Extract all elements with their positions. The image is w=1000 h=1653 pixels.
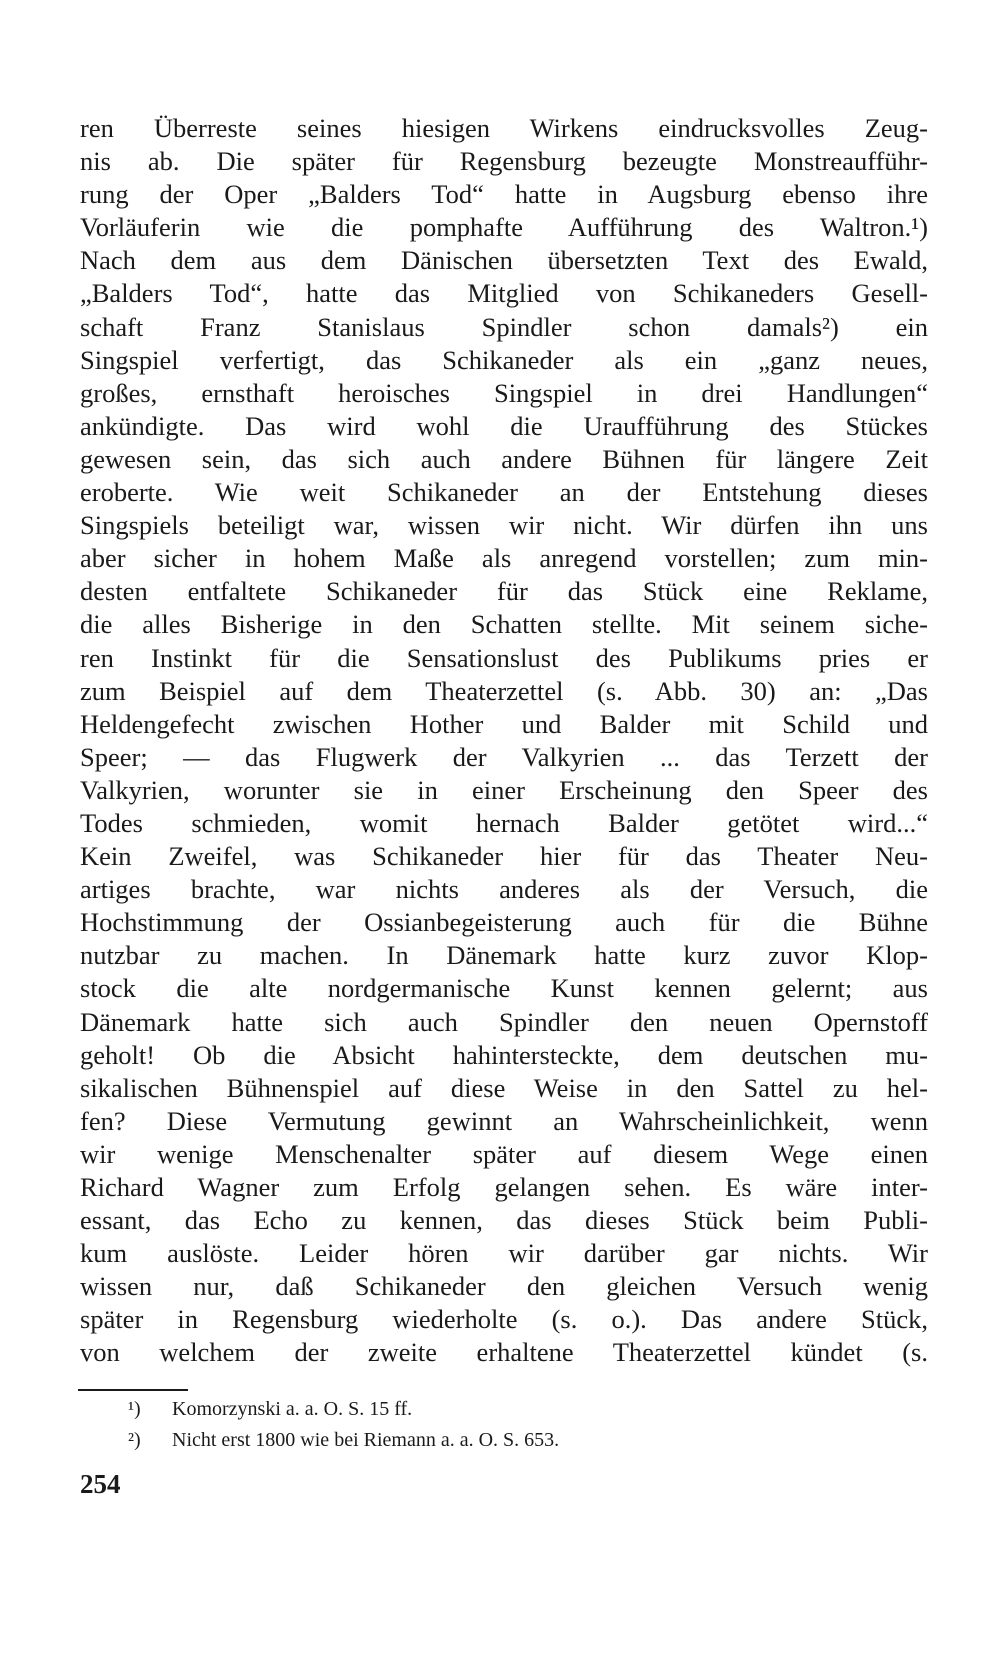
text-line: desten entfaltete Schikaneder für das Stück eine Reklame, <box>80 576 928 607</box>
text-line: Kein Zweifel, was Schikaneder hier für das Theater Neu- <box>80 841 928 872</box>
text-line: Nach dem aus dem Dänischen übersetzten Text des Ewald, <box>80 245 928 276</box>
text-line: zum Beispiel auf dem Theaterzettel (s. Abb. 30) an: „Das <box>80 675 928 706</box>
text-line: Dänemark hatte sich auch Spindler den neuen Opernstoff <box>80 1006 928 1037</box>
text-line: von welchem der zweite erhaltene Theaterzettel kündet (s. <box>80 1337 928 1368</box>
text-line: Todes schmieden, womit hernach Balder getötet wird...“ <box>80 807 928 838</box>
text-line: stock die alte nordgermanische Kunst kennen gelernt; aus <box>80 973 928 1004</box>
text-line: großes, ernsthaft heroisches Singspiel in drei Handlungen“ <box>80 377 928 408</box>
footnote-mark: ²) <box>128 1429 141 1451</box>
footnotes <box>128 1394 559 1456</box>
text-line: geholt! Ob die Absicht hahintersteckte, dem deutschen mu- <box>80 1039 928 1070</box>
text-line: artiges brachte, war nichts anderes als der Versuch, die <box>80 874 928 905</box>
text-line: Vorläuferin wie die pomphafte Aufführung des Waltron.¹) <box>80 212 928 243</box>
text-line: Valkyrien, worunter sie in einer Erscheinung den Speer des <box>80 774 928 805</box>
text-line: Singspiels beteiligt war, wissen wir nicht. Wir dürfen ihn uns <box>80 510 928 541</box>
text-line: wir wenige Menschenalter später auf diesem Wege einen <box>80 1138 928 1169</box>
footnote-text: Nicht erst 1800 wie bei Riemann a. a. O. S. 653. <box>172 1429 560 1451</box>
text-line: nis ab. Die später für Regensburg bezeugte Monstreaufführ- <box>80 146 928 177</box>
text-line: kum auslöste. Leider hören wir darüber gar nichts. Wir <box>80 1238 928 1269</box>
text-line: „Balders Tod“, hatte das Mitglied von Schikaneders Gesell- <box>80 278 928 309</box>
text-line: schaft Franz Stanislaus Spindler schon damals²) ein <box>80 311 928 342</box>
text-line: aber sicher in hohem Maße als anregend vorstellen; zum min- <box>80 543 928 574</box>
text-line: rung der Oper „Balders Tod“ hatte in Augsburg ebenso ihre <box>80 179 928 210</box>
text-line: eroberte. Wie weit Schikaneder an der Entstehung dieses <box>80 477 928 508</box>
text-line: ankündigte. Das wird wohl die Uraufführung des Stückes <box>80 410 928 441</box>
text-line: Speer; — das Flugwerk der Valkyrien ... das Terzett der <box>80 741 928 772</box>
footnote-text: Komorzynski a. a. O. S. 15 ff. <box>172 1398 413 1420</box>
text-line: essant, das Echo zu kennen, das dieses Stück beim Publi- <box>80 1205 928 1236</box>
text-line: ren Instinkt für die Sensationslust des Publikums pries er <box>80 642 928 673</box>
text-line: Singspiel verfertigt, das Schikaneder als ein „ganz neues, <box>80 344 928 375</box>
footnote <box>128 1425 559 1456</box>
text-line: nutzbar zu machen. In Dänemark hatte kurz zuvor Klop- <box>80 940 928 971</box>
footnote-divider <box>78 1389 188 1391</box>
page-number: 254 <box>80 1469 121 1499</box>
text-line: später in Regensburg wiederholte (s. o.). Das andere Stück, <box>80 1304 928 1335</box>
text-line: wissen nur, daß Schikaneder den gleichen Versuch wenig <box>80 1271 928 1302</box>
text-line: Hochstimmung der Ossianbegeisterung auch für die Bühne <box>80 907 928 938</box>
text-line: fen? Diese Vermutung gewinnt an Wahrscheinlichkeit, wenn <box>80 1105 928 1136</box>
footnote <box>128 1394 559 1425</box>
text-line: Richard Wagner zum Erfolg gelangen sehen. Es wäre inter- <box>80 1172 928 1202</box>
body-text <box>80 112 928 1370</box>
footnote-mark: ¹) <box>128 1398 141 1420</box>
text-line: sikalischen Bühnenspiel auf diese Weise in den Sattel zu hel- <box>80 1072 928 1103</box>
text-line: gewesen sein, das sich auch andere Bühnen für längere Zeit <box>80 443 928 474</box>
text-line: Heldengefecht zwischen Hother und Balder mit Schild und <box>80 708 928 739</box>
text-line: ren Überreste seines hiesigen Wirkens eindrucksvolles Zeug- <box>80 113 928 143</box>
text-line: die alles Bisherige in den Schatten stellte. Mit seinem siche- <box>80 609 928 640</box>
